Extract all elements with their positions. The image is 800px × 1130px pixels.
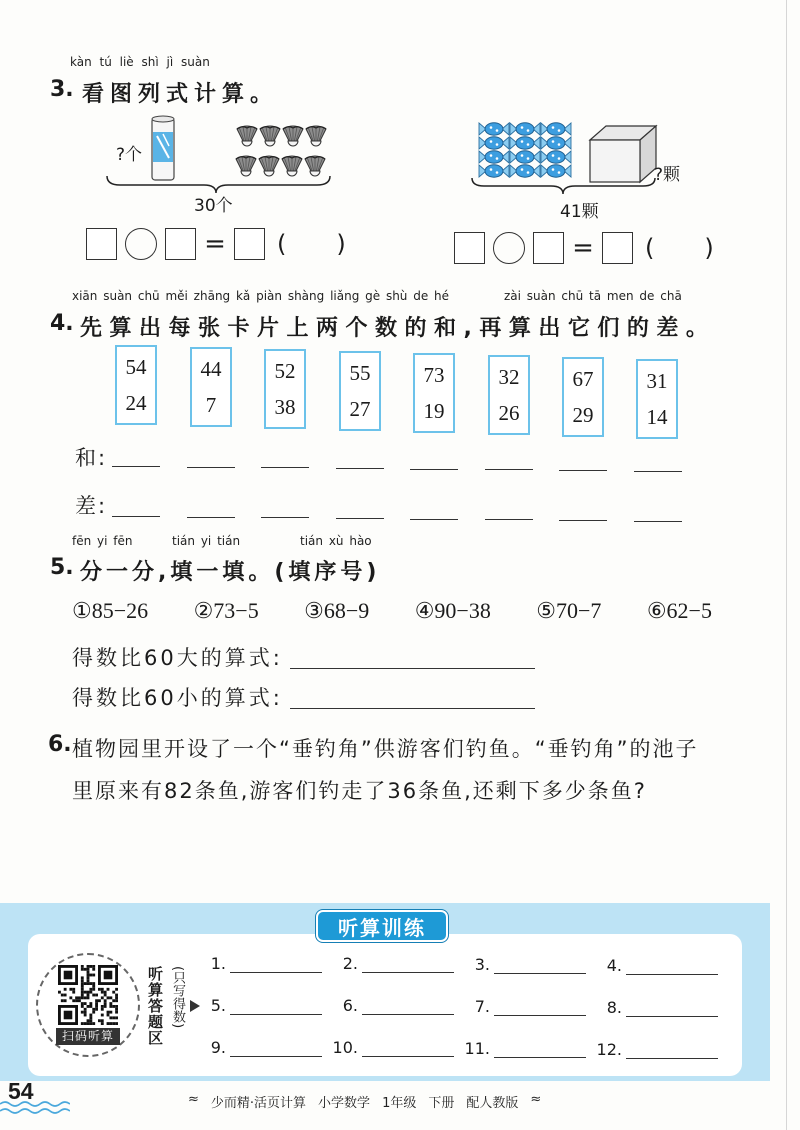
qr-label: 扫码听算 — [56, 1028, 120, 1045]
card-bottom-number: 27 — [349, 397, 371, 421]
shuttlecock-icon — [282, 156, 302, 176]
candy-icon — [510, 137, 540, 149]
answer-line[interactable] — [230, 1038, 322, 1057]
card-top-number: 44 — [200, 357, 222, 381]
card-bottom-number: 14 — [646, 405, 668, 429]
paren-open: ( — [645, 234, 655, 262]
answer-line[interactable] — [362, 1038, 454, 1057]
word-problem-line-1: 植物园里开设了一个“垂钓角”供游客们钓鱼。“垂钓角”的池子 — [72, 737, 699, 761]
listening-answer-item[interactable] — [460, 1039, 586, 1058]
section5-pinyin-2: tián yi tián — [172, 534, 241, 548]
answer-line[interactable] — [626, 956, 718, 975]
card-bottom-number: 38 — [274, 395, 296, 419]
shuttlecock-icon — [283, 126, 303, 146]
card-bottom-number: 26 — [498, 401, 520, 425]
sum-blank[interactable] — [336, 468, 384, 469]
section4-number: 4. — [50, 311, 74, 336]
footer-info — [188, 1092, 541, 1111]
difference-blank[interactable] — [634, 521, 682, 522]
word-problem-line-2: 里原来有82条鱼,游客们钓走了36条鱼,还剩下多少条鱼? — [72, 779, 647, 803]
footer-wave-left: ≈ — [188, 1092, 199, 1107]
expression-item: ③68−9 — [304, 598, 370, 623]
candy-icon — [541, 137, 571, 149]
shuttlecock-icon — [306, 126, 326, 146]
candy-icon — [479, 123, 509, 135]
sum-blank[interactable] — [559, 470, 607, 471]
difference-blank[interactable] — [112, 516, 160, 517]
sum-blank[interactable] — [410, 469, 458, 470]
equals-sign: = — [572, 233, 594, 263]
answer-line[interactable] — [230, 996, 322, 1015]
result-box[interactable] — [602, 232, 633, 264]
box-icon — [590, 126, 656, 182]
candy-icon — [479, 137, 509, 149]
candy-group — [479, 123, 571, 177]
equals-sign: = — [204, 229, 226, 259]
number-card — [488, 355, 530, 435]
section4-title: 先算出每张卡片上两个数的和,再算出它们的差。 — [80, 316, 716, 341]
number-box[interactable] — [165, 228, 196, 260]
answer-number: 1. — [210, 954, 226, 973]
difference-blank[interactable] — [187, 517, 235, 518]
section5-pinyin-3: tián xù hào — [300, 534, 372, 548]
number-card — [264, 349, 306, 429]
number-box[interactable] — [454, 232, 485, 264]
answer-area-note: (只写得数) — [170, 966, 185, 1029]
answer-number: 8. — [606, 998, 622, 1017]
unit-blank[interactable] — [654, 247, 704, 249]
number-box[interactable] — [533, 232, 564, 264]
number-box[interactable] — [86, 228, 117, 260]
number-card — [562, 357, 604, 437]
answer-line[interactable] — [626, 1040, 718, 1059]
card-top-number: 31 — [646, 369, 668, 393]
footer-wave-right: ≈ — [530, 1092, 542, 1107]
number-card — [339, 351, 381, 431]
expression-item: ⑥62−5 — [646, 598, 712, 623]
footer-volume: 下册 — [428, 1096, 455, 1111]
number-card — [636, 359, 678, 439]
section5-title-note: (填序号) — [274, 560, 381, 585]
answer-number: 2. — [342, 954, 358, 973]
card-top-number: 54 — [125, 355, 147, 379]
expression-item: ④90−38 — [414, 598, 491, 623]
shuttlecock-icon — [236, 156, 256, 176]
sum-blank[interactable] — [634, 471, 682, 472]
page-number: 54 — [8, 1078, 34, 1104]
listening-answer-item[interactable] — [196, 954, 322, 973]
candy-icon — [510, 151, 540, 163]
equation-row-right — [454, 232, 714, 264]
listening-answer-item[interactable] — [328, 996, 454, 1015]
footer-subject: 小学数学 — [318, 1096, 371, 1111]
section6-number: 6. — [48, 732, 72, 757]
result-box[interactable] — [234, 228, 265, 260]
expression-item: ②73−5 — [193, 598, 259, 623]
qr-code — [58, 965, 118, 1025]
answer-number: 3. — [474, 955, 490, 974]
answer-number: 12. — [596, 1040, 622, 1059]
card-bottom-number: 24 — [125, 391, 147, 415]
section3-pinyin: kàn tú liè shì jì suàn — [70, 55, 210, 69]
listening-title: 听算训练 — [316, 910, 448, 942]
total-candy-label: 41颗 — [560, 202, 599, 222]
shuttlecock-icon — [237, 126, 257, 146]
shuttlecock-tube-icon — [152, 116, 174, 180]
page-edge — [786, 0, 787, 1130]
card-bottom-number: 29 — [572, 403, 594, 427]
operator-circle[interactable] — [125, 228, 157, 260]
number-card — [115, 345, 157, 425]
listening-answer-item[interactable] — [592, 998, 718, 1017]
card-top-number: 67 — [572, 367, 594, 391]
card-top-number: 55 — [349, 361, 371, 385]
candy-icon — [510, 165, 540, 177]
sum-blank[interactable] — [485, 469, 533, 470]
candy-icon — [541, 165, 571, 177]
sum-label: 和: — [75, 446, 108, 470]
greater-than-60-prompt: 得数比60大的算式: — [72, 646, 283, 670]
listening-answer-item[interactable] — [328, 1038, 454, 1057]
section3-title: 看图列式计算。 — [82, 82, 279, 107]
card-top-number: 73 — [423, 363, 445, 387]
answer-number: 9. — [210, 1038, 226, 1057]
answer-area-label: 听算答题区 — [146, 966, 164, 1046]
unit-blank[interactable] — [286, 243, 336, 245]
section4-pinyin-1: xiān suàn chū měi zhāng kǎ piàn shàng liǎng gè shù de hé — [72, 289, 450, 303]
candy-icon — [541, 151, 571, 163]
difference-blank[interactable] — [261, 517, 309, 518]
shuttlecock-icon — [259, 156, 279, 176]
shuttlecock-icon — [305, 156, 325, 176]
difference-label: 差: — [75, 494, 108, 518]
expression-list — [72, 598, 712, 624]
difference-blank[interactable] — [410, 519, 458, 520]
answer-line[interactable] — [362, 954, 454, 973]
answer-number: 7. — [474, 997, 490, 1016]
answer-number: 5. — [210, 996, 226, 1015]
shuttlecock-icon — [260, 126, 280, 146]
greater-than-60-answer-line[interactable] — [290, 668, 535, 669]
unknown-count-label: ?个 — [116, 145, 143, 165]
answer-line[interactable] — [362, 996, 454, 1015]
footer-edition: 配人教版 — [466, 1096, 519, 1111]
listening-answer-item[interactable] — [460, 997, 586, 1016]
candy-icon — [479, 165, 509, 177]
sum-blank[interactable] — [112, 466, 160, 467]
section5-title-text: 分一分,填一填。 — [80, 560, 275, 585]
sum-blank[interactable] — [261, 467, 309, 468]
candy-icon — [541, 123, 571, 135]
answer-line[interactable] — [494, 955, 586, 974]
listening-answer-item[interactable] — [196, 1038, 322, 1057]
answer-number: 11. — [464, 1039, 490, 1058]
section5-pinyin-1: fēn yi fēn — [72, 534, 133, 548]
section3-number: 3. — [50, 77, 74, 102]
number-card — [190, 347, 232, 427]
footer-series: 少而精·活页计算 — [210, 1096, 307, 1111]
card-top-number: 52 — [274, 359, 296, 383]
footer-grade: 1年级 — [382, 1096, 417, 1111]
paren-close: ) — [336, 230, 346, 258]
expression-item: ⑤70−7 — [536, 598, 602, 623]
answer-number: 4. — [606, 956, 622, 975]
card-top-number: 32 — [498, 365, 520, 389]
difference-blank[interactable] — [336, 518, 384, 519]
sum-blank[interactable] — [187, 467, 235, 468]
answer-number: 6. — [342, 996, 358, 1015]
candy-figure — [470, 116, 660, 200]
answer-line[interactable] — [494, 1039, 586, 1058]
card-bottom-number: 19 — [423, 399, 445, 423]
answer-number: 10. — [332, 1038, 358, 1057]
answer-line[interactable] — [230, 954, 322, 973]
card-bottom-number: 7 — [205, 393, 217, 417]
expression-item: ①85−26 — [72, 598, 149, 623]
answer-line[interactable] — [626, 998, 718, 1017]
shuttlecock-group — [236, 126, 326, 176]
difference-blank[interactable] — [559, 520, 607, 521]
listening-answer-item[interactable] — [460, 955, 586, 974]
number-card — [413, 353, 455, 433]
section5-title — [80, 555, 380, 586]
total-count-label: 30个 — [194, 196, 233, 216]
listening-answer-item[interactable] — [328, 954, 454, 973]
equation-row-left — [86, 228, 346, 260]
less-than-60-prompt: 得数比60小的算式: — [72, 686, 283, 710]
section4-pinyin-2: zài suàn chū tā men de chā — [504, 289, 682, 303]
section5-number: 5. — [50, 555, 74, 580]
paren-close: ) — [704, 234, 714, 262]
listening-answer-item[interactable] — [592, 1040, 718, 1059]
wave-decoration-icon — [0, 1099, 70, 1117]
difference-blank[interactable] — [485, 519, 533, 520]
unknown-candy-label: ?颗 — [654, 165, 681, 185]
listening-answer-item[interactable] — [592, 956, 718, 975]
operator-circle[interactable] — [493, 232, 525, 264]
answer-line[interactable] — [494, 997, 586, 1016]
less-than-60-answer-line[interactable] — [290, 708, 535, 709]
paren-open: ( — [277, 230, 287, 258]
listening-answer-item[interactable] — [196, 996, 322, 1015]
candy-icon — [479, 151, 509, 163]
candy-icon — [510, 123, 540, 135]
